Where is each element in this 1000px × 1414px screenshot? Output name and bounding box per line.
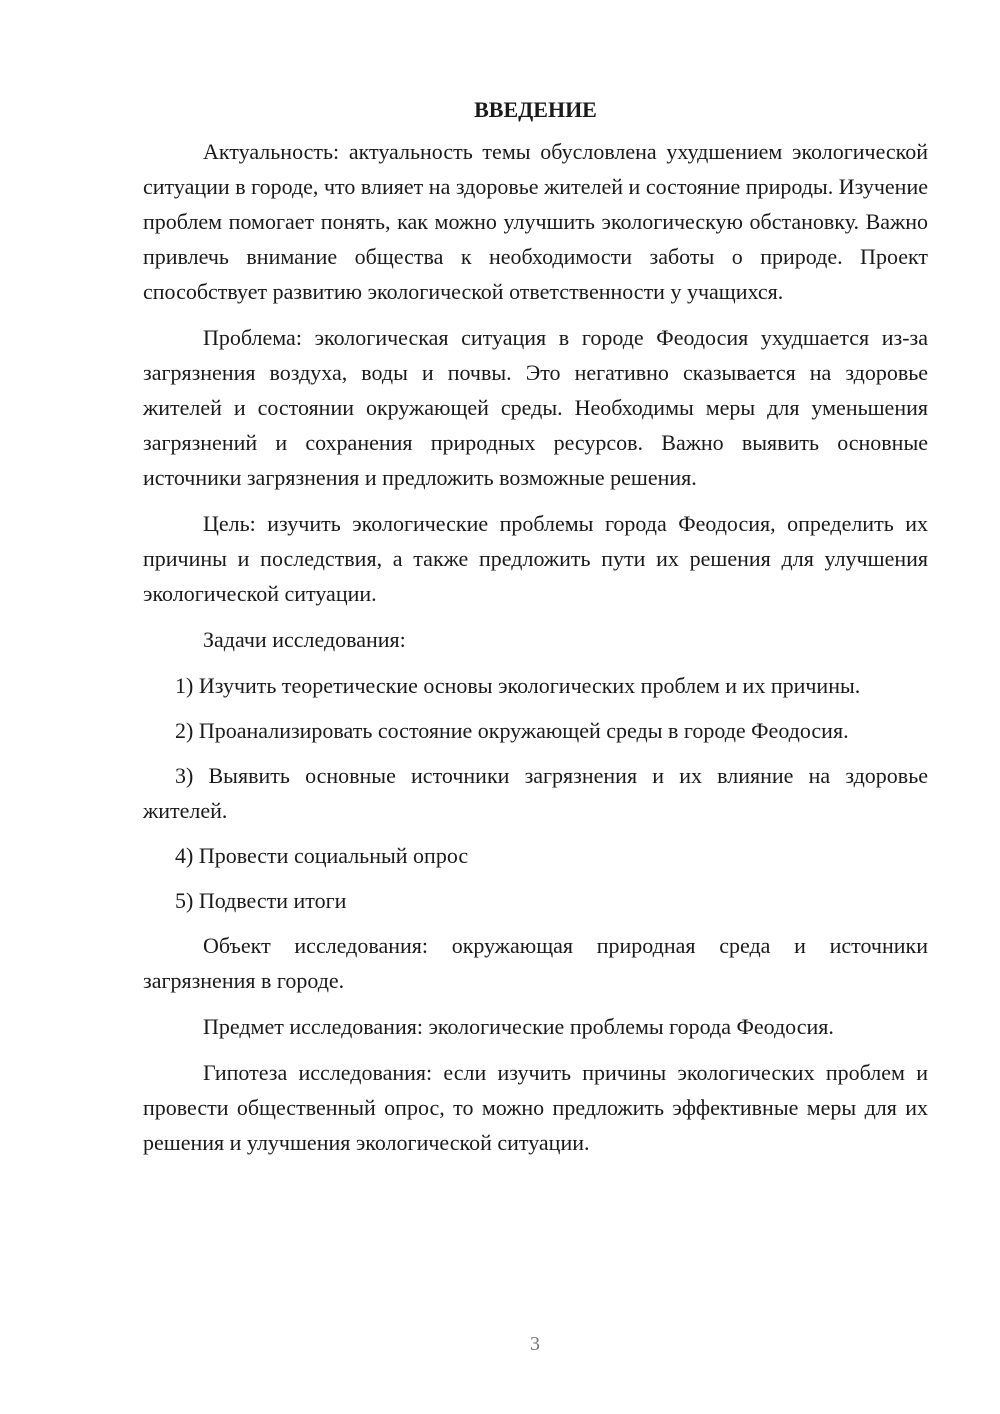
task-item-5: 5) Подвести итоги: [175, 888, 347, 913]
document-page: [143, 96, 928, 1171]
subject-paragraph: Предмет исследования: экологические проблемы города Феодосия.: [203, 1014, 834, 1039]
object-paragraph: Объект исследования: окружающая природная среда и источники загрязнения в городе.: [143, 933, 928, 993]
task-item-1: 1) Изучить теоретические основы экологических проблем и их причины.: [175, 673, 861, 698]
tasks-heading: Задачи исследования:: [203, 627, 406, 652]
task-item-2: 2) Проанализировать состояние окружающей среды в городе Феодосия.: [175, 718, 849, 743]
relevance-paragraph: Актуальность: актуальность темы обусловлена ухудшением экологической ситуации в городе, что влияет на здоровье жителей и состояние природы. Изучение проблем помогает понять, как можно улучшить экологическую обстановку. Важно привлечь внимание общества к необходимости заботы о природе. Проект способствует развитию экологической ответственности у учащихся.: [143, 139, 928, 304]
task-item-3: 3) Выявить основные источники загрязнения и их влияние на здоровье жителей.: [143, 763, 928, 823]
problem-paragraph: Проблема: экологическая ситуация в городе Феодосия ухудшается из-за загрязнения воздуха, воды и почвы. Это негативно сказывается на здоровье жителей и состоянии окружающей среды. Необходимы меры для уменьшения загрязнений и сохранения природных ресурсов. Важно выявить основные источники загрязнения и предложить возможные решения.: [143, 325, 928, 490]
page-title: ВВЕДЕНИЕ: [474, 97, 597, 122]
task-item-4: 4) Провести социальный опрос: [175, 843, 469, 868]
page-number: 3: [530, 1333, 540, 1355]
goal-paragraph: Цель: изучить экологические проблемы города Феодосия, определить их причины и последствия, а также предложить пути их решения для улучшения экологической ситуации.: [143, 511, 928, 606]
hypothesis-paragraph: Гипотеза исследования: если изучить причины экологических проблем и провести общественный опрос, то можно предложить эффективные меры для их решения и улучшения экологической ситуации.: [143, 1060, 928, 1155]
